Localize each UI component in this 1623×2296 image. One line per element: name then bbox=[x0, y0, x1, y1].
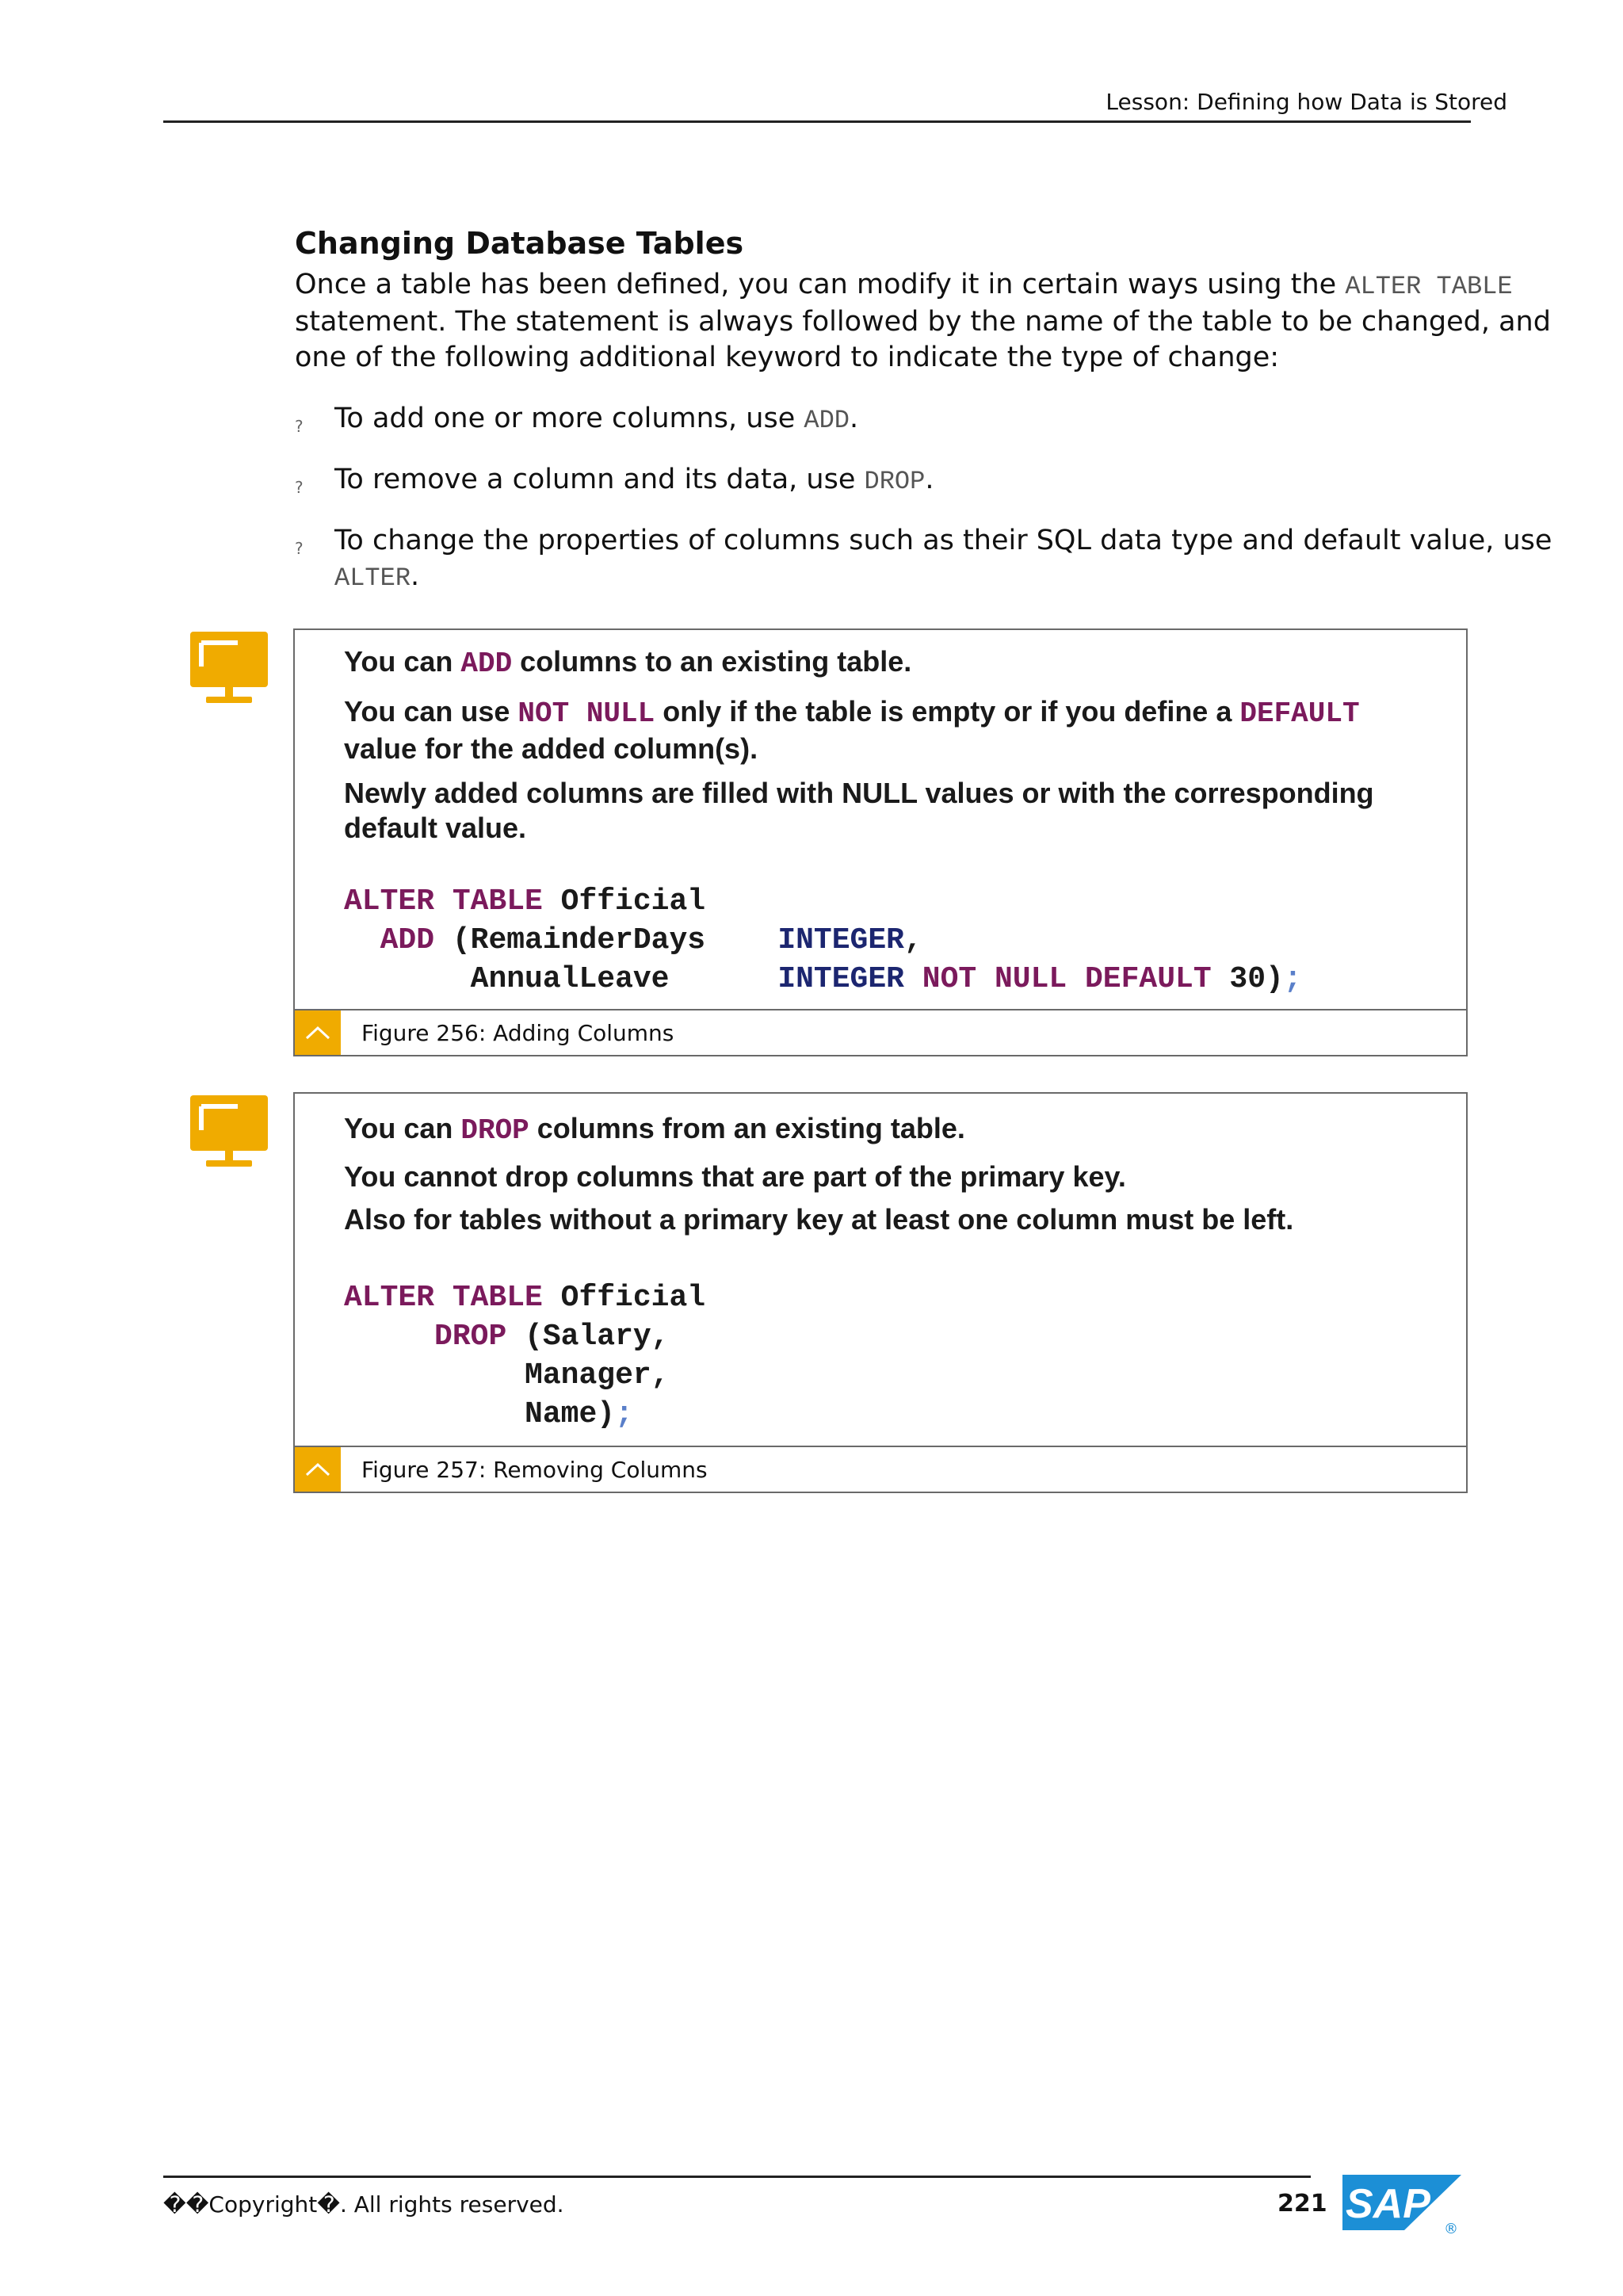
caption-toggle-button[interactable] bbox=[295, 1010, 341, 1055]
code-line bbox=[344, 1356, 1419, 1395]
bullet-list bbox=[295, 401, 1610, 596]
figure-adding-columns bbox=[293, 628, 1468, 1056]
bullet-text: To add one or more columns, use bbox=[334, 403, 804, 434]
svg-text:®: ® bbox=[1444, 2221, 1458, 2235]
list-item bbox=[295, 401, 1610, 438]
figure-caption-bar bbox=[295, 1446, 1466, 1492]
keyword: ADD bbox=[460, 648, 513, 680]
code-text: , bbox=[903, 923, 922, 957]
bullet-marker: ? bbox=[295, 539, 304, 558]
keyword: DROP bbox=[434, 1320, 507, 1354]
slide-line: Newly added columns are filled with NULL values or with the corresponding default value. bbox=[344, 777, 1374, 844]
inline-code: ALTER TABLE bbox=[1345, 272, 1513, 301]
figure-slide bbox=[295, 630, 1466, 999]
slide-text: columns from an existing table. bbox=[529, 1112, 965, 1144]
code-text: AnnualLeave bbox=[470, 962, 670, 996]
intro-text: Once a table has been defined, you can modify it in certain ways using the bbox=[295, 269, 1346, 300]
keyword: ALTER TABLE bbox=[344, 884, 543, 919]
code-text: Official bbox=[542, 1281, 706, 1315]
slide-line bbox=[344, 694, 1419, 732]
code-semicolon: ; bbox=[1283, 962, 1302, 996]
presentation-screen-icon bbox=[190, 1095, 268, 1168]
slide-text: You can use bbox=[344, 695, 518, 728]
bullet-end: . bbox=[849, 403, 859, 434]
bullet-end: . bbox=[925, 464, 934, 495]
code-line bbox=[344, 1278, 1419, 1317]
code-text: (RemainderDays bbox=[434, 923, 706, 957]
header-divider bbox=[163, 120, 1471, 123]
list-item bbox=[295, 462, 1610, 499]
figure-slide bbox=[295, 1094, 1466, 1434]
intro-paragraph bbox=[295, 267, 1610, 376]
type-keyword: INTEGER bbox=[777, 923, 904, 957]
lesson-title: Lesson: Defining how Data is Stored bbox=[1106, 89, 1507, 115]
code-line bbox=[344, 1395, 1419, 1434]
intro-text-cont: statement. The statement is always followed by the name of the table to be changed, and one of the following additional keyword to indicate the type of change: bbox=[295, 306, 1551, 373]
bullet-end: . bbox=[411, 560, 420, 592]
figure-caption: Figure 256: Adding Columns bbox=[361, 1020, 674, 1046]
copyright-text: ��Copyright�. All rights reserved. bbox=[163, 2191, 564, 2218]
slide-line: value for the added column(s). bbox=[344, 732, 758, 765]
sap-logo bbox=[1342, 2175, 1461, 2235]
page-number: 221 bbox=[1277, 2190, 1327, 2218]
keyword: ADD bbox=[380, 923, 435, 957]
section-title: Changing Database Tables bbox=[295, 226, 744, 261]
code-text: 30) bbox=[1211, 962, 1284, 996]
keyword: DROP bbox=[460, 1114, 529, 1147]
keyword: DEFAULT bbox=[1239, 697, 1360, 730]
code-text: (Salary, bbox=[506, 1320, 670, 1354]
keyword: NOT NULL bbox=[517, 697, 655, 730]
code-text: Name) bbox=[525, 1397, 616, 1431]
inline-code: ADD bbox=[804, 406, 850, 435]
keyword: NOT NULL DEFAULT bbox=[922, 962, 1212, 996]
keyword: ALTER TABLE bbox=[344, 1281, 543, 1315]
bullet-text: To change the properties of columns such as their SQL data type and default value, use bbox=[334, 525, 1552, 556]
figure-caption: Figure 257: Removing Columns bbox=[361, 1457, 708, 1483]
main-content bbox=[295, 226, 1610, 620]
figure-caption-bar bbox=[295, 1009, 1466, 1055]
code-text: Official bbox=[542, 884, 706, 919]
bullet-text: To remove a column and its data, use bbox=[334, 464, 865, 495]
caption-toggle-button[interactable] bbox=[295, 1447, 341, 1492]
slide-line bbox=[344, 1111, 1419, 1148]
chevron-up-icon bbox=[304, 1025, 331, 1041]
slide-text: You can bbox=[344, 645, 461, 678]
list-item bbox=[295, 523, 1610, 596]
slide-line: Also for tables without a primary key at least one column must be left. bbox=[344, 1203, 1294, 1236]
code-text: Manager, bbox=[525, 1358, 670, 1392]
code-line bbox=[344, 1317, 1419, 1356]
code-line bbox=[344, 921, 1419, 960]
chevron-up-icon bbox=[304, 1461, 331, 1477]
slide-text: columns to an existing table. bbox=[512, 645, 912, 678]
slide-text: only if the table is empty or if you define a bbox=[655, 695, 1240, 728]
code-semicolon: ; bbox=[615, 1397, 633, 1431]
bullet-marker: ? bbox=[295, 478, 304, 497]
slide-line bbox=[344, 644, 1419, 682]
code-line bbox=[344, 882, 1419, 921]
inline-code: DROP bbox=[864, 467, 926, 496]
presentation-screen-icon bbox=[190, 632, 268, 705]
type-keyword: INTEGER bbox=[777, 962, 904, 996]
inline-code: ALTER bbox=[334, 563, 411, 593]
figure-removing-columns bbox=[293, 1092, 1468, 1493]
slide-line: You cannot drop columns that are part of the primary key. bbox=[344, 1160, 1126, 1193]
footer-divider bbox=[163, 2176, 1311, 2178]
code-line bbox=[344, 960, 1419, 999]
svg-text:SAP: SAP bbox=[1346, 2181, 1430, 2227]
bullet-marker: ? bbox=[295, 417, 304, 436]
slide-text: You can bbox=[344, 1112, 461, 1144]
